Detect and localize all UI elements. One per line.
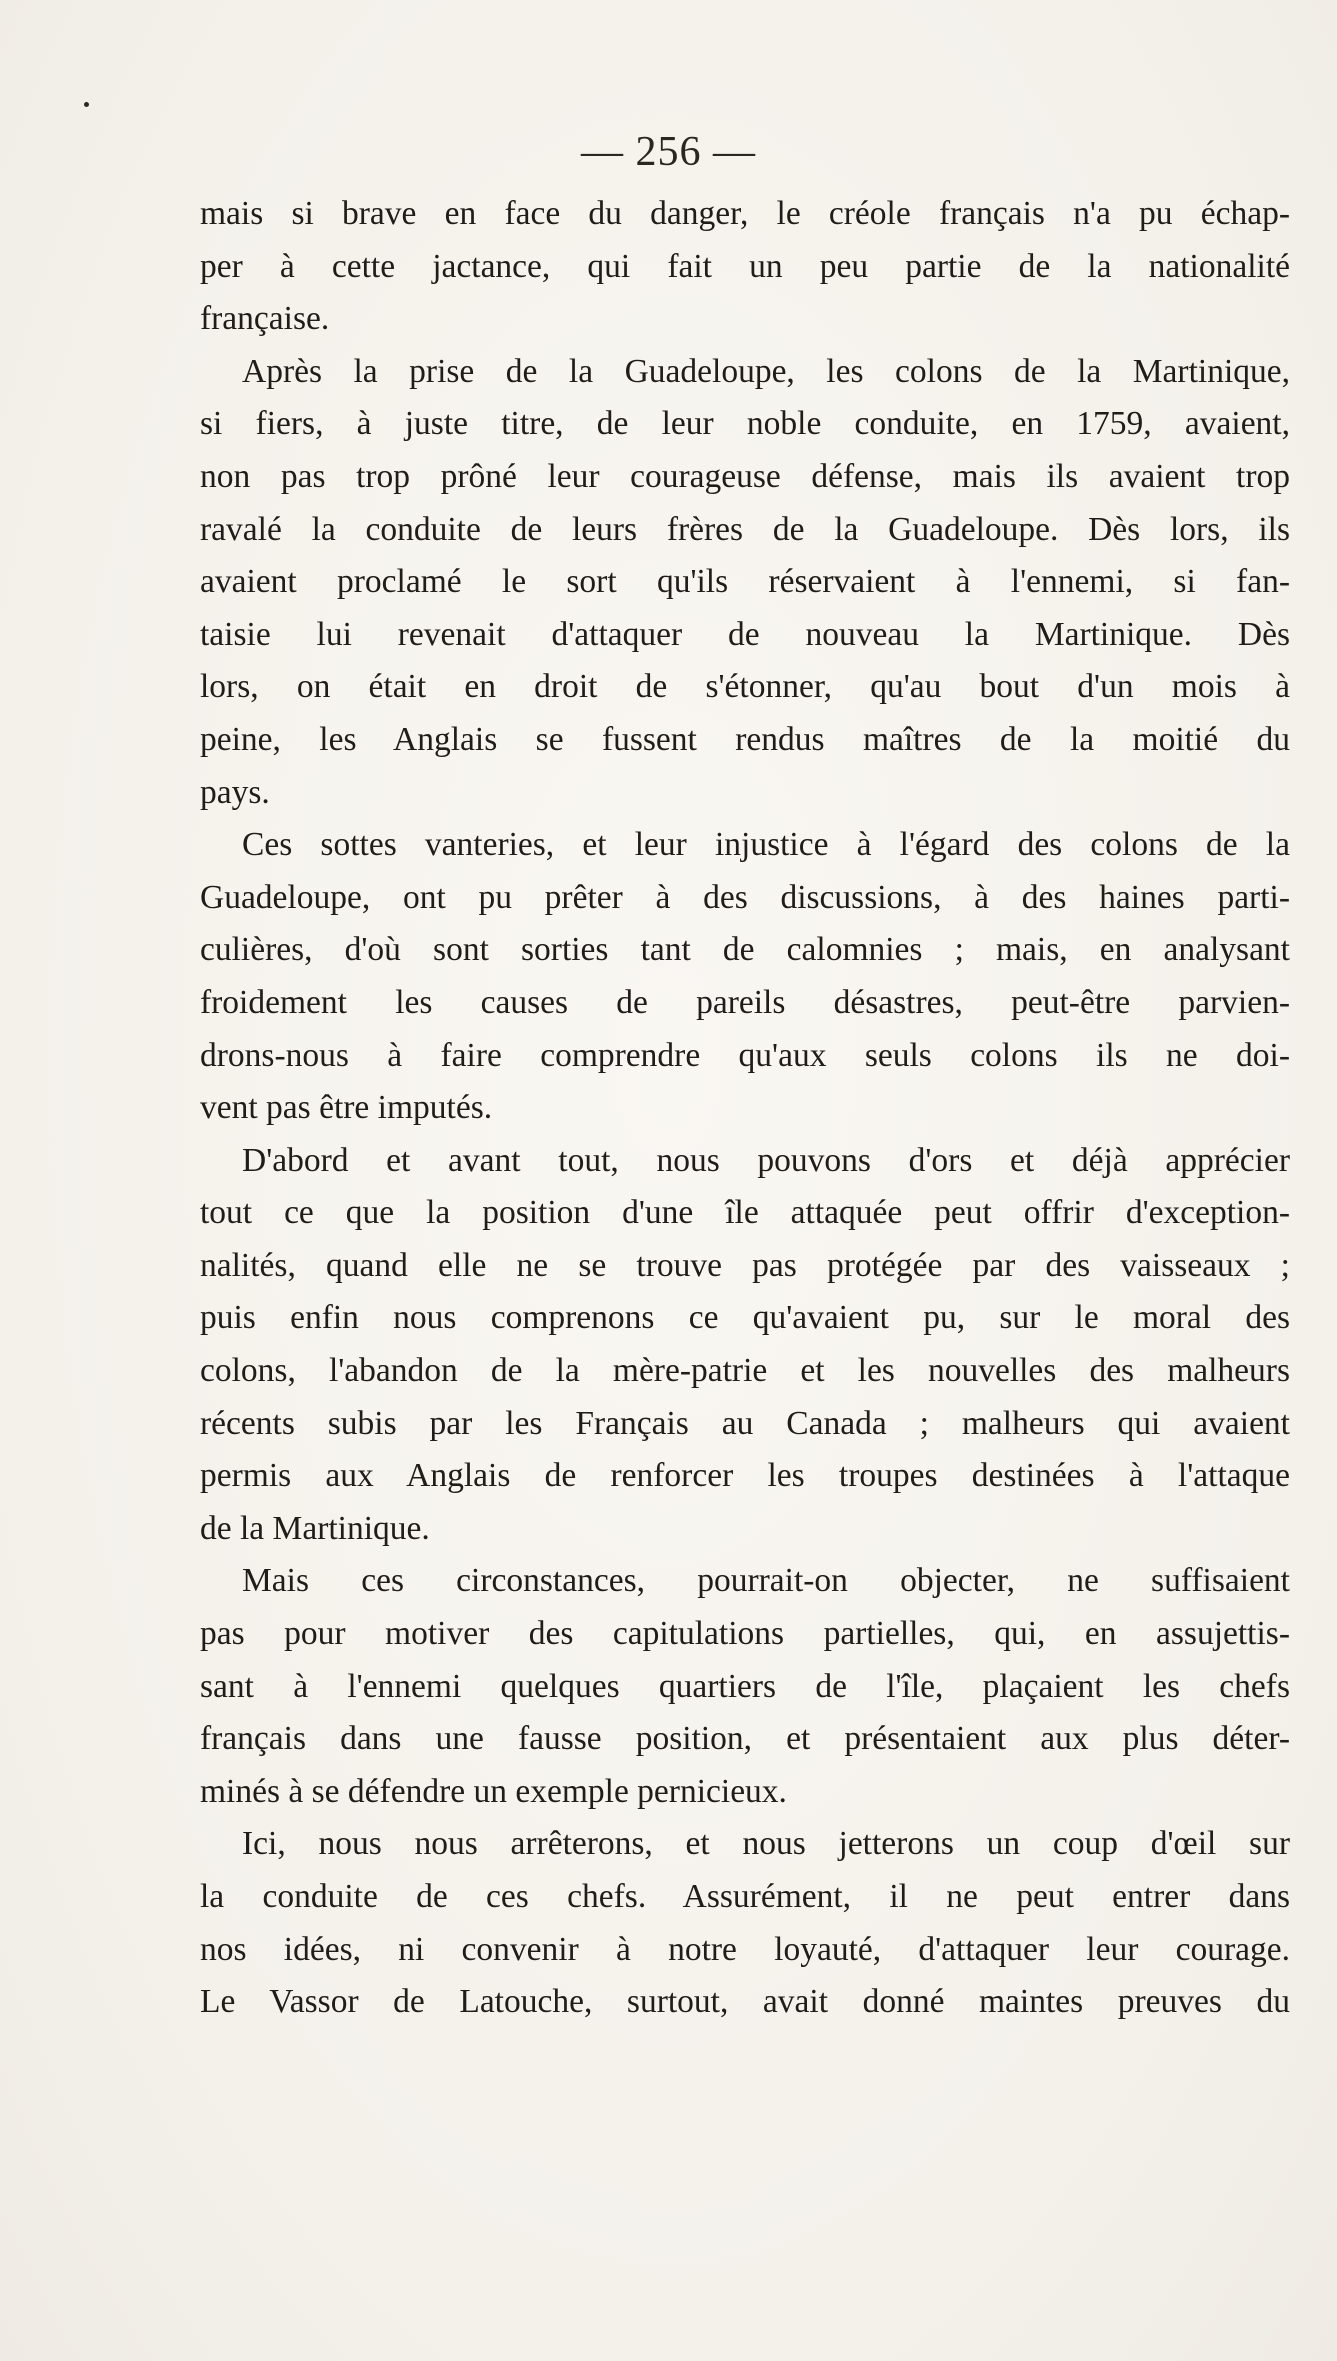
text-line: la conduite de ces chefs. Assurément, il ne peut entrer dans — [200, 1878, 1290, 1915]
text-line: française. — [200, 300, 330, 338]
text-line: peine, les Anglais se fussent rendus maîtres de la moitié du — [200, 720, 1290, 758]
text-line: pays. — [200, 773, 270, 811]
page-number: — 256 — — [581, 129, 756, 175]
text-line: avaient proclamé le sort qu'ils réservaient à l'ennemi, si fan- — [200, 563, 1290, 601]
text-line: per à cette jactance, qui fait un peu partie de la nationalité — [200, 247, 1290, 285]
text-line: vent pas être imputés. — [200, 1089, 493, 1127]
text-line: nalités, quand elle ne se trouve pas protégée par des vaisseaux ; — [200, 1246, 1290, 1284]
paragraph-start: Mais ces circonstances, pourrait-on objecter, ne suffisaient — [242, 1562, 1290, 1600]
text-line: français dans une fausse position, et présentaient aux plus déter- — [200, 1720, 1290, 1758]
text-line: nos idées, ni convenir à notre loyauté, d'attaquer leur courage. — [200, 1930, 1290, 1968]
text-line: Le Vassor de Latouche, surtout, avait donné maintes preuves du — [200, 1983, 1290, 2021]
text-line: récents subis par les Français au Canada ; malheurs qui avaient — [200, 1404, 1290, 1442]
body-text — [200, 188, 1290, 2029]
text-line: minés à se défendre un exemple pernicieux. — [200, 1772, 787, 1810]
text-line: froidement les causes de pareils désastres, peut-être parvien- — [200, 983, 1290, 1021]
text-line: non pas trop prôné leur courageuse défense, mais ils avaient trop — [200, 457, 1290, 495]
text-line: permis aux Anglais de renforcer les troupes destinées à l'attaque — [200, 1457, 1290, 1495]
ink-speck — [84, 102, 89, 107]
paragraph-start: Après la prise de la Guadeloupe, les colons de la Martinique, — [242, 352, 1290, 390]
paragraph-start: Ici, nous nous arrêterons, et nous jetterons un coup d'œil sur — [242, 1825, 1290, 1863]
text-line: drons-nous à faire comprendre qu'aux seuls colons ils ne doi- — [200, 1036, 1290, 1074]
text-line: Guadeloupe, ont pu prêter à des discussions, à des haines parti- — [200, 878, 1290, 916]
text-line: mais si brave en face du danger, le créole français n'a pu échap- — [200, 195, 1290, 232]
paragraph-start: D'abord et avant tout, nous pouvons d'ors et déjà apprécier — [242, 1141, 1290, 1179]
paragraph-start: Ces sottes vanteries, et leur injustice à l'égard des colons de la — [242, 826, 1290, 864]
text-line: ravalé la conduite de leurs frères de la Guadeloupe. Dès lors, ils — [200, 510, 1290, 548]
text-line: pas pour motiver des capitulations partielles, qui, en assujettis- — [200, 1615, 1290, 1653]
text-line: de la Martinique. — [200, 1509, 430, 1547]
text-line: si fiers, à juste titre, de leur noble conduite, en 1759, avaient, — [200, 405, 1290, 443]
text-line: lors, on était en droit de s'étonner, qu'au bout d'un mois à — [200, 668, 1290, 706]
text-line: tout ce que la position d'une île attaquée peut offrir d'exception- — [200, 1194, 1290, 1232]
text-line: colons, l'abandon de la mère-patrie et les nouvelles des malheurs — [200, 1352, 1290, 1390]
text-line: culières, d'où sont sorties tant de calomnies ; mais, en analysant — [200, 931, 1290, 969]
text-line: puis enfin nous comprenons ce qu'avaient pu, sur le moral des — [200, 1299, 1290, 1337]
text-line: taisie lui revenait d'attaquer de nouveau la Martinique. Dès — [200, 615, 1290, 653]
text-line: sant à l'ennemi quelques quartiers de l'île, plaçaient les chefs — [200, 1667, 1290, 1705]
